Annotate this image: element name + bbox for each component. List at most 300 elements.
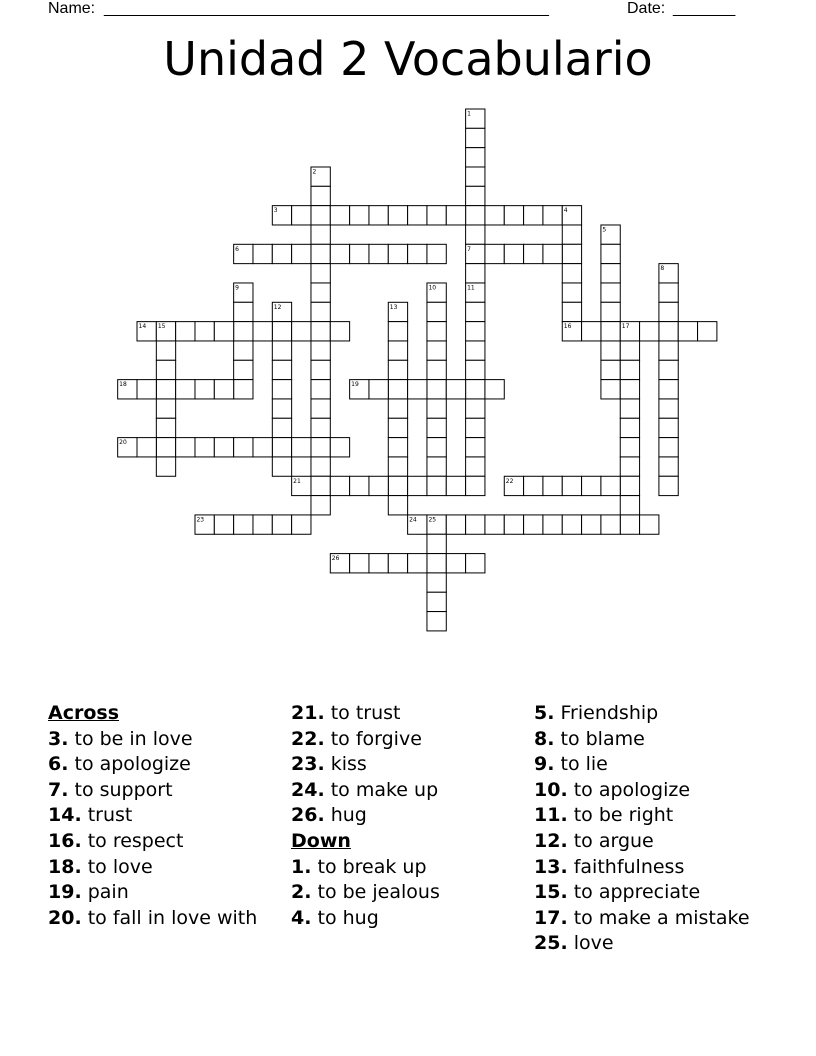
- clue-across-item: [48, 727, 257, 753]
- clue-number: 25.: [534, 932, 568, 955]
- grid-cell[interactable]: [253, 322, 272, 341]
- clue-number: 16.: [48, 829, 82, 852]
- grid-cell[interactable]: [272, 244, 291, 263]
- grid-cell[interactable]: [427, 380, 446, 399]
- cell-number: 20: [119, 439, 127, 447]
- cell-number: 3: [273, 207, 278, 215]
- grid-cell[interactable]: [272, 418, 291, 437]
- grid-cell[interactable]: [620, 418, 639, 437]
- clue-number: 5.: [534, 702, 555, 724]
- grid-cell[interactable]: [678, 322, 697, 341]
- grid-cell[interactable]: [388, 244, 407, 263]
- clue-number: 14.: [48, 804, 82, 827]
- grid-cell[interactable]: [156, 418, 175, 437]
- grid-cell[interactable]: [466, 128, 485, 147]
- grid-cell[interactable]: [311, 264, 330, 283]
- grid-cell[interactable]: [369, 380, 388, 399]
- grid-cell[interactable]: [659, 283, 678, 302]
- grid-cell[interactable]: [176, 380, 195, 399]
- grid-cell[interactable]: [272, 322, 291, 341]
- clue-text: to love: [81, 855, 153, 878]
- clue-across-item: [291, 803, 440, 829]
- clue-list: [0, 701, 816, 961]
- clue-across-item: [291, 778, 440, 804]
- grid-cell[interactable]: [427, 341, 446, 360]
- grid-cell[interactable]: [408, 476, 427, 495]
- grid-cell[interactable]: [640, 515, 659, 534]
- grid-cell[interactable]: [388, 476, 407, 495]
- grid-cell[interactable]: [156, 399, 175, 418]
- clue-across-item: [291, 701, 440, 727]
- grid-cell[interactable]: [427, 302, 446, 321]
- clue-number: 19.: [48, 881, 82, 904]
- cell-number: 4: [563, 207, 568, 215]
- cell-number: 14: [138, 323, 147, 331]
- grid-cell[interactable]: [311, 399, 330, 418]
- grid-cell[interactable]: [659, 476, 678, 495]
- grid-cell[interactable]: [350, 244, 369, 263]
- grid-cell[interactable]: [176, 438, 195, 457]
- grid-cell[interactable]: [311, 418, 330, 437]
- grid-cell[interactable]: [466, 148, 485, 167]
- grid-cell[interactable]: [311, 457, 330, 476]
- date-label: Date:: [627, 0, 666, 17]
- clue-across-item: [48, 803, 257, 829]
- clue-text: to argue: [567, 829, 654, 852]
- grid-cell[interactable]: [620, 496, 639, 515]
- cell-number: 21: [293, 477, 301, 485]
- grid-cell[interactable]: [292, 515, 311, 534]
- grid-cell[interactable]: [466, 206, 485, 225]
- grid-cell[interactable]: [466, 264, 485, 283]
- clue-text: to trust: [324, 702, 401, 724]
- grid-cell[interactable]: [543, 206, 562, 225]
- grid-cell[interactable]: [408, 380, 427, 399]
- grid-cell[interactable]: [504, 206, 523, 225]
- clue-across-item: [291, 727, 440, 753]
- grid-cell[interactable]: [543, 476, 562, 495]
- grid-cell[interactable]: [272, 399, 291, 418]
- grid-cell[interactable]: [466, 341, 485, 360]
- grid-cell[interactable]: [427, 244, 446, 263]
- clue-down-item: [534, 701, 750, 727]
- clue-down-item: [534, 931, 750, 957]
- clue-number: 26.: [291, 804, 325, 827]
- grid-cell[interactable]: [446, 206, 465, 225]
- grid-cell[interactable]: [620, 380, 639, 399]
- cell-number: 22: [505, 477, 514, 485]
- grid-cell[interactable]: [253, 515, 272, 534]
- clue-text: to lie: [554, 753, 608, 776]
- grid-cell[interactable]: [176, 322, 195, 341]
- grid-cell[interactable]: [388, 457, 407, 476]
- clue-down-item: [534, 752, 750, 778]
- grid-cell[interactable]: [408, 554, 427, 573]
- cell-number: 16: [563, 323, 572, 331]
- page-title: Unidad 2 Vocabulario: [163, 32, 653, 86]
- grid-cell[interactable]: [214, 380, 233, 399]
- grid-cell[interactable]: [311, 322, 330, 341]
- grid-cell[interactable]: [659, 418, 678, 437]
- grid-cell[interactable]: [234, 302, 253, 321]
- grid-cell[interactable]: [427, 612, 446, 631]
- grid-cell[interactable]: [562, 302, 581, 321]
- grid-cell[interactable]: [620, 515, 639, 534]
- grid-cell[interactable]: [388, 322, 407, 341]
- grid-cell[interactable]: [698, 322, 717, 341]
- grid-cell[interactable]: [350, 554, 369, 573]
- clue-text: to respect: [81, 829, 184, 852]
- grid-cell[interactable]: [311, 496, 330, 515]
- grid-cell[interactable]: [350, 206, 369, 225]
- grid-cell[interactable]: [427, 534, 446, 553]
- grid-cell[interactable]: [330, 244, 349, 263]
- grid-cell[interactable]: [524, 206, 543, 225]
- clue-text: to appreciate: [567, 881, 701, 904]
- clue-down-item: [534, 829, 750, 855]
- grid-cell[interactable]: [466, 360, 485, 379]
- clue-text: to apologize: [68, 753, 191, 776]
- grid-cell[interactable]: [466, 225, 485, 244]
- grid-cell[interactable]: [562, 225, 581, 244]
- grid-cell[interactable]: [388, 496, 407, 515]
- grid-cell[interactable]: [156, 341, 175, 360]
- cell-number: 26: [331, 555, 340, 563]
- grid-cell[interactable]: [524, 476, 543, 495]
- grid-cell[interactable]: [369, 554, 388, 573]
- grid-cell[interactable]: [620, 341, 639, 360]
- cell-number: 6: [235, 245, 239, 253]
- grid-cell[interactable]: [234, 515, 253, 534]
- grid-cell[interactable]: [330, 322, 349, 341]
- grid-cell[interactable]: [582, 515, 601, 534]
- grid-cell[interactable]: [601, 476, 620, 495]
- grid-cell[interactable]: [582, 476, 601, 495]
- grid-cell[interactable]: [408, 244, 427, 263]
- grid-cell[interactable]: [601, 380, 620, 399]
- grid-cell[interactable]: [253, 244, 272, 263]
- clue-down-item: [534, 880, 750, 906]
- grid-cell[interactable]: [485, 515, 504, 534]
- grid-cell[interactable]: [504, 244, 523, 263]
- cell-number: 12: [273, 303, 282, 311]
- clue-text: to make a mistake: [567, 906, 750, 929]
- grid-cell[interactable]: [388, 418, 407, 437]
- name-label: Name:: [48, 0, 96, 17]
- grid-cell[interactable]: [214, 515, 233, 534]
- clue-down-item: [534, 803, 750, 829]
- grid-cell[interactable]: [620, 399, 639, 418]
- clue-number: 15.: [534, 881, 568, 904]
- grid-cell[interactable]: [427, 322, 446, 341]
- grid-cell[interactable]: [195, 380, 214, 399]
- grid-cell[interactable]: [562, 515, 581, 534]
- clue-number: 9.: [534, 753, 555, 776]
- grid-cell[interactable]: [504, 515, 523, 534]
- grid-cell[interactable]: [601, 283, 620, 302]
- grid-cell[interactable]: [234, 322, 253, 341]
- clue-text: to hug: [311, 906, 379, 929]
- grid-cell[interactable]: [156, 360, 175, 379]
- clue-text: to apologize: [567, 778, 691, 801]
- grid-cell[interactable]: [466, 186, 485, 205]
- grid-cell[interactable]: [466, 167, 485, 186]
- grid-cell[interactable]: [601, 341, 620, 360]
- grid-cell[interactable]: [543, 515, 562, 534]
- grid-cell[interactable]: [427, 438, 446, 457]
- grid-cell[interactable]: [446, 515, 465, 534]
- grid-cell[interactable]: [601, 244, 620, 263]
- grid-cell[interactable]: [369, 244, 388, 263]
- grid-cell[interactable]: [562, 283, 581, 302]
- clue-down-item: [291, 906, 440, 932]
- grid-cell[interactable]: [466, 418, 485, 437]
- grid-cell[interactable]: [524, 515, 543, 534]
- clue-text: to be in love: [68, 727, 193, 750]
- grid-cell[interactable]: [137, 380, 156, 399]
- clue-number: 13.: [534, 855, 568, 878]
- grid-cell[interactable]: [195, 438, 214, 457]
- cell-number: 5: [602, 226, 607, 234]
- grid-cell[interactable]: [311, 206, 330, 225]
- grid-cell[interactable]: [620, 457, 639, 476]
- clue-number: 7.: [48, 778, 69, 801]
- grid-cell[interactable]: [253, 438, 272, 457]
- grid-cell[interactable]: [659, 438, 678, 457]
- clue-number: 24.: [291, 778, 325, 801]
- grid-cell[interactable]: [330, 438, 349, 457]
- cell-number: 13: [389, 303, 398, 311]
- clue-text: kiss: [324, 753, 367, 776]
- clue-across-item: [48, 855, 257, 881]
- grid-cell[interactable]: [562, 476, 581, 495]
- grid-cell[interactable]: [292, 244, 311, 263]
- grid-cell[interactable]: [466, 380, 485, 399]
- clue-down-item: [291, 880, 440, 906]
- grid-cell[interactable]: [466, 554, 485, 573]
- grid-cell[interactable]: [311, 225, 330, 244]
- grid-cell[interactable]: [601, 515, 620, 534]
- grid-cell[interactable]: [466, 476, 485, 495]
- clue-text: love: [567, 932, 614, 955]
- cell-number: 7: [467, 245, 471, 253]
- grid-cell[interactable]: [427, 476, 446, 495]
- grid-cell[interactable]: [446, 554, 465, 573]
- grid-cell[interactable]: [292, 322, 311, 341]
- grid-cell[interactable]: [388, 438, 407, 457]
- clue-text: hug: [324, 804, 367, 827]
- clue-text: to forgive: [324, 727, 422, 750]
- cell-number: 24: [409, 516, 417, 524]
- clue-across-item: [48, 778, 257, 804]
- clue-column-3: [534, 701, 750, 957]
- grid-cell[interactable]: [311, 380, 330, 399]
- cell-number: 17: [621, 323, 630, 331]
- grid-cell[interactable]: [369, 476, 388, 495]
- grid-cell[interactable]: [601, 302, 620, 321]
- grid-cell[interactable]: [562, 244, 581, 263]
- name-blank[interactable]: __________________________________________________: [104, 0, 549, 17]
- grid-cell[interactable]: [214, 438, 233, 457]
- grid-cell[interactable]: [582, 322, 601, 341]
- grid-cell[interactable]: [330, 206, 349, 225]
- grid-cell[interactable]: [234, 380, 253, 399]
- clue-number: 18.: [48, 855, 82, 878]
- grid-cell[interactable]: [466, 322, 485, 341]
- clue-down-item: [291, 855, 440, 881]
- grid-cell[interactable]: [427, 457, 446, 476]
- clue-across-item: [291, 752, 440, 778]
- grid-cell[interactable]: [234, 360, 253, 379]
- grid-cell[interactable]: [659, 302, 678, 321]
- grid-cell[interactable]: [311, 186, 330, 205]
- clue-down-item: [534, 906, 750, 932]
- clue-text: to fall in love with: [81, 906, 258, 929]
- grid-cell[interactable]: [427, 418, 446, 437]
- grid-cell[interactable]: [311, 283, 330, 302]
- grid-cell[interactable]: [485, 244, 504, 263]
- down-heading: [291, 829, 440, 855]
- cell-number: 9: [235, 284, 239, 292]
- grid-cell[interactable]: [214, 322, 233, 341]
- clue-down-item: [534, 778, 750, 804]
- clue-number: 21.: [291, 702, 325, 724]
- grid-cell[interactable]: [156, 438, 175, 457]
- grid-cell[interactable]: [272, 438, 291, 457]
- grid-cell[interactable]: [311, 360, 330, 379]
- grid-cell[interactable]: [446, 380, 465, 399]
- grid-cell[interactable]: [620, 360, 639, 379]
- cell-number: 23: [196, 516, 205, 524]
- clue-text: to break up: [311, 855, 427, 878]
- grid-cell[interactable]: [640, 322, 659, 341]
- grid-cell[interactable]: [543, 244, 562, 263]
- clue-across-item: [48, 906, 257, 932]
- grid-cell[interactable]: [427, 592, 446, 611]
- grid-cell[interactable]: [446, 476, 465, 495]
- grid-cell[interactable]: [292, 206, 311, 225]
- grid-cell[interactable]: [350, 476, 369, 495]
- cell-number: 25: [428, 516, 437, 524]
- date-blank[interactable]: _______: [673, 0, 736, 17]
- section-heading: Across: [48, 702, 120, 724]
- grid-cell[interactable]: [272, 360, 291, 379]
- grid-cell[interactable]: [234, 341, 253, 360]
- grid-cell[interactable]: [330, 476, 349, 495]
- grid-cell[interactable]: [311, 438, 330, 457]
- grid-cell[interactable]: [137, 438, 156, 457]
- grid-cell[interactable]: [524, 244, 543, 263]
- cell-number: 10: [428, 284, 437, 292]
- clue-down-item: [534, 727, 750, 753]
- grid-cell[interactable]: [311, 244, 330, 263]
- grid-cell[interactable]: [388, 399, 407, 418]
- grid-cell[interactable]: [311, 476, 330, 495]
- clue-text: to make up: [324, 778, 439, 801]
- grid-cell[interactable]: [388, 554, 407, 573]
- grid-cell[interactable]: [388, 380, 407, 399]
- grid-cell[interactable]: [272, 341, 291, 360]
- clue-across-item: [48, 829, 257, 855]
- grid-cell[interactable]: [466, 457, 485, 476]
- grid-cell[interactable]: [427, 206, 446, 225]
- grid-cell[interactable]: [311, 302, 330, 321]
- grid-cell[interactable]: [485, 380, 504, 399]
- grid-cell[interactable]: [408, 206, 427, 225]
- grid-cell[interactable]: [427, 554, 446, 573]
- clue-text: to be right: [567, 804, 674, 827]
- cell-number: 2: [312, 168, 317, 176]
- grid-cell[interactable]: [156, 380, 175, 399]
- clue-number: 2.: [291, 881, 312, 904]
- grid-cell[interactable]: [485, 206, 504, 225]
- grid-cell[interactable]: [388, 341, 407, 360]
- clue-text: Friendship: [554, 702, 659, 724]
- grid-cell[interactable]: [620, 476, 639, 495]
- cell-number: 11: [467, 284, 475, 292]
- clue-text: to support: [68, 778, 173, 801]
- clue-text: trust: [81, 804, 133, 827]
- grid-cell[interactable]: [311, 341, 330, 360]
- cell-number: 19: [351, 381, 359, 389]
- grid-cell[interactable]: [620, 438, 639, 457]
- grid-cell[interactable]: [601, 264, 620, 283]
- grid-cell[interactable]: [369, 206, 388, 225]
- clue-text: pain: [81, 881, 129, 904]
- cell-number: 8: [660, 265, 665, 273]
- grid-cell[interactable]: [388, 360, 407, 379]
- clue-number: 11.: [534, 804, 568, 827]
- grid-cell[interactable]: [292, 438, 311, 457]
- grid-cell[interactable]: [272, 380, 291, 399]
- grid-cell[interactable]: [466, 438, 485, 457]
- cell-number: 1: [467, 110, 471, 118]
- section-heading: Down: [291, 829, 351, 852]
- clue-number: 20.: [48, 906, 82, 929]
- grid-cell[interactable]: [601, 322, 620, 341]
- grid-cell[interactable]: [195, 322, 214, 341]
- grid-cell[interactable]: [659, 380, 678, 399]
- grid-cell[interactable]: [234, 438, 253, 457]
- clue-text: faithfulness: [567, 855, 685, 878]
- grid-cell[interactable]: [388, 206, 407, 225]
- grid-cell[interactable]: [466, 302, 485, 321]
- grid-cell[interactable]: [466, 515, 485, 534]
- clue-across-item: [48, 752, 257, 778]
- across-heading: [48, 701, 257, 727]
- grid-cell[interactable]: [659, 360, 678, 379]
- clue-number: 3.: [48, 727, 69, 750]
- grid-cell[interactable]: [156, 457, 175, 476]
- clue-number: 23.: [291, 753, 325, 776]
- clue-number: 22.: [291, 727, 325, 750]
- grid-cell[interactable]: [601, 360, 620, 379]
- grid-cell[interactable]: [466, 399, 485, 418]
- grid-cell[interactable]: [272, 515, 291, 534]
- clue-text: to blame: [554, 727, 645, 750]
- clue-text: to be jealous: [311, 881, 440, 904]
- grid-cell[interactable]: [562, 264, 581, 283]
- grid-cell[interactable]: [659, 322, 678, 341]
- grid-cell[interactable]: [427, 360, 446, 379]
- grid-cell[interactable]: [427, 573, 446, 592]
- grid-cell[interactable]: [427, 399, 446, 418]
- grid-cell[interactable]: [659, 341, 678, 360]
- grid-cell[interactable]: [272, 457, 291, 476]
- grid-cell[interactable]: [659, 457, 678, 476]
- clue-number: 1.: [291, 855, 312, 878]
- grid-cell[interactable]: [659, 399, 678, 418]
